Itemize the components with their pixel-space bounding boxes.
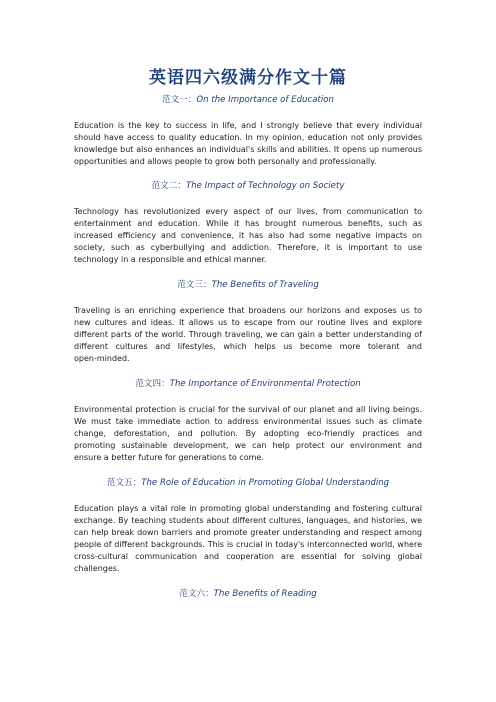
essay-section-3 (74, 279, 422, 365)
essay-title: On the Importance of Education (196, 95, 334, 105)
essay-section-6 (74, 588, 422, 600)
essay-section-1 (74, 94, 422, 168)
essay-section-2 (74, 180, 422, 266)
paragraph-line: different cultures and lifestyles, which helps us become more tolerant and (74, 342, 422, 352)
paragraph-line: promoting sustainable development, we can help protect our environment and (74, 441, 422, 451)
paragraph-line: increased efficiency and convenience, it has also had some negative impacts on (74, 231, 422, 241)
paragraph-line: exchange. By teaching students about different cultures, languages, and histories, we (74, 516, 422, 526)
paragraph-line: people of different backgrounds. This is crucial in today's interconnected world, where (74, 540, 422, 550)
essay-heading-4 (74, 378, 422, 390)
essay-heading-5 (74, 477, 422, 489)
essay-heading-1 (74, 94, 422, 106)
essay-title: The Role of Education in Promoting Global Understanding (141, 478, 390, 488)
paragraph-line: entertainment and education. While it has brought numerous benefits, such as (74, 219, 422, 229)
essay-title: The Impact of Technology on Society (185, 181, 345, 191)
paragraph-line: Traveling is an enriching experience that broadens our horizons and exposes us to (74, 306, 422, 315)
paragraph-line: society, such as cyberbullying and addiction. Therefore, it is important to use (74, 243, 422, 253)
paragraph-line: We must take immediate action to address environmental issues such as climate (74, 417, 422, 427)
paragraph-line: should have access to quality education. In my opinion, education not only provides (74, 133, 422, 143)
essay-title: The Benefits of Traveling (211, 280, 319, 290)
paragraph-line: new cultures and ideas. It allows us to escape from our routine lives and explore (74, 318, 422, 328)
paragraph-line: change, deforestation, and pollution. By adopting eco-friendly practices and (74, 429, 422, 439)
essay-number: 范文六： (179, 589, 214, 599)
paragraph-line: knowledge but also enhances an individual's skills and abilities. It opens up numerous (74, 145, 422, 155)
paragraph-line: can help break down barriers and promote greater understanding and respect among (74, 528, 422, 538)
paragraph-line: Education plays a vital role in promoting global understanding and fostering cultural (74, 504, 422, 513)
essay-paragraph-1 (74, 120, 422, 168)
essay-heading-2 (74, 180, 422, 192)
essay-number: 范文二： (151, 181, 186, 191)
essay-paragraph-4 (74, 404, 422, 464)
paragraph-line: ensure a better future for generations to come. (74, 453, 264, 463)
document-title: 英语四六级满分作文十篇 (149, 68, 347, 88)
essay-paragraph-5 (74, 503, 422, 576)
essay-number: 范文五： (106, 478, 142, 488)
paragraph-line: open-minded. (74, 354, 130, 364)
paragraph-line: challenges. (74, 564, 120, 574)
paragraph-line: technology in a responsible and ethical manner. (74, 255, 267, 265)
paragraph-line: different parts of the world. Through traveling, we can gain a better understanding of (74, 330, 422, 340)
essay-number: 范文一： (162, 95, 197, 105)
paragraph-line: Environmental protection is crucial for the survival of our planet and all living beings. (74, 405, 422, 414)
essay-paragraph-3 (74, 305, 422, 365)
essay-number: 范文三： (177, 280, 212, 290)
essay-number: 范文四： (135, 379, 170, 389)
essay-title: The Benefits of Reading (213, 589, 317, 599)
paragraph-line: opportunities and allows people to grow both personally and professionally. (74, 157, 377, 167)
essay-heading-3 (74, 279, 422, 291)
essay-heading-6 (74, 588, 422, 600)
paragraph-line: cross-cultural communication and cooperation are essential for solving global (74, 552, 422, 562)
paragraph-line: Technology has revolutionized every aspect of our lives, from communication to (74, 207, 422, 216)
essay-section-5 (74, 477, 422, 576)
essay-paragraph-2 (74, 206, 422, 266)
essay-title: The Importance of Environmental Protection (169, 379, 361, 389)
essay-section-4 (74, 378, 422, 464)
paragraph-line: Education is the key to success in life, and I strongly believe that every individual (74, 121, 422, 130)
